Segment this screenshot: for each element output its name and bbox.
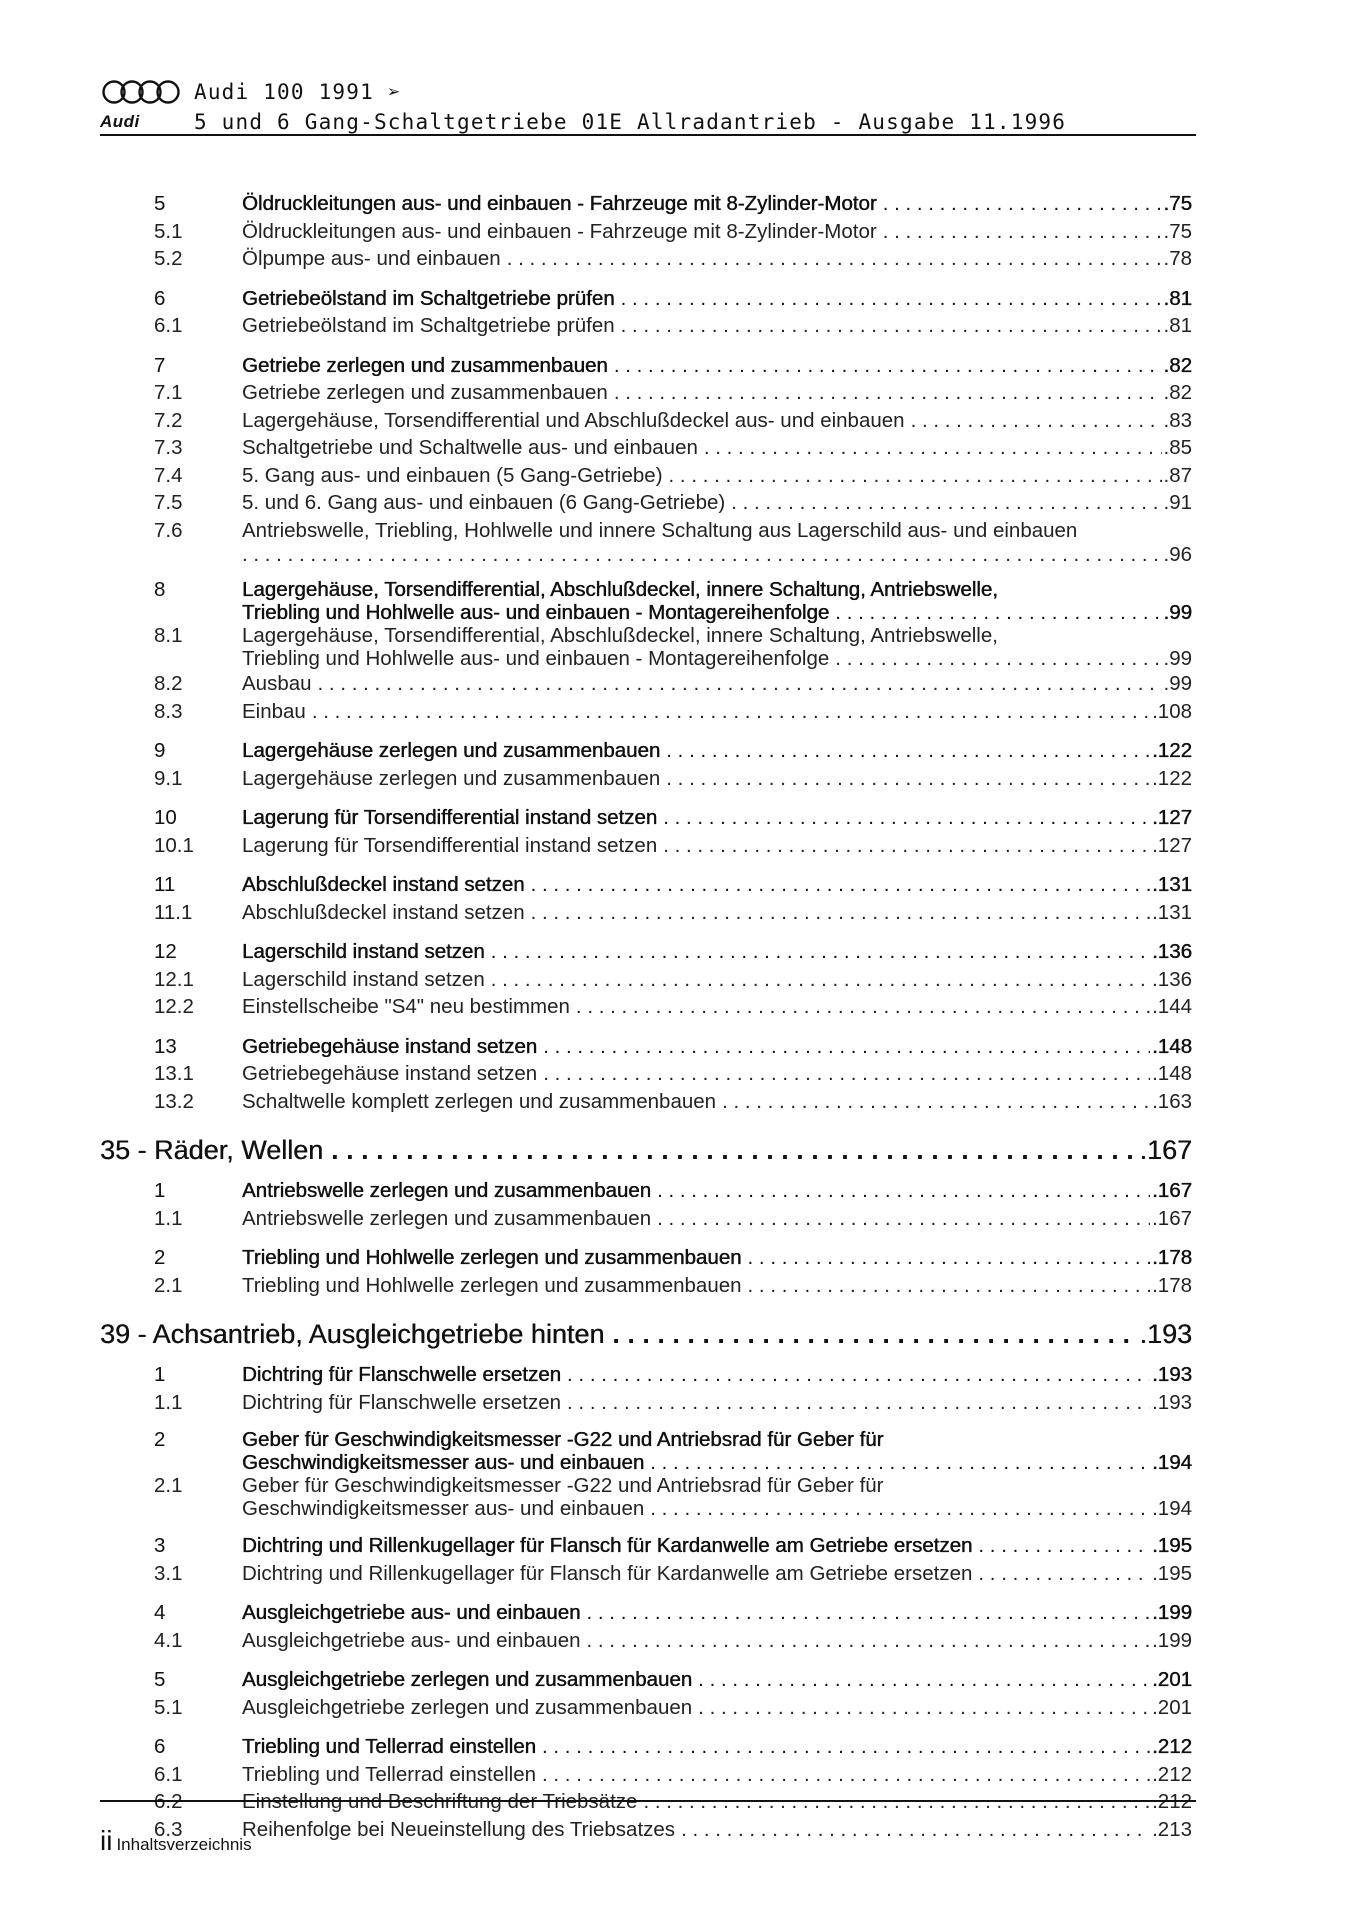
leader-dots xyxy=(748,1244,1151,1272)
entry-page: .194 xyxy=(1152,1497,1192,1520)
header-rule xyxy=(100,134,1196,136)
entry-page: .201 xyxy=(1152,1668,1192,1691)
leader-dots xyxy=(242,544,1162,566)
leader-dots xyxy=(650,1452,1150,1474)
leader-dots xyxy=(543,1033,1150,1061)
entry-title: Lagerschild instand setzen xyxy=(242,940,485,963)
leader-dots xyxy=(331,1133,1135,1167)
toc-heading-line[interactable] xyxy=(100,578,1192,602)
footer-rule xyxy=(100,1800,1196,1802)
entry-title: Abschlußdeckel instand setzen xyxy=(242,900,525,924)
entry-title: Geschwindigkeitsmesser aus- und einbauen xyxy=(242,1497,645,1520)
toc-entry[interactable] xyxy=(100,1060,1192,1088)
toc-entry[interactable] xyxy=(100,434,1192,462)
toc-section-group xyxy=(100,1244,1192,1299)
leader-dots xyxy=(748,1272,1151,1300)
leader-dots xyxy=(722,1088,1150,1116)
entry-title: Einstellscheibe "S4" neu bestimmen xyxy=(242,995,570,1018)
entry-number: 6.1 xyxy=(154,314,183,337)
entry-number: 12.2 xyxy=(154,995,194,1018)
entry-number: 2 xyxy=(154,1428,166,1451)
entry-number: 2.1 xyxy=(154,1474,183,1497)
toc-heading-entry[interactable] xyxy=(100,285,1192,313)
toc-entry[interactable] xyxy=(100,966,1192,994)
entry-page: .82 xyxy=(1163,353,1192,377)
entry-number: 6.3 xyxy=(154,1817,183,1841)
leader-dots xyxy=(567,1361,1150,1389)
entry-page: .78 xyxy=(1163,247,1192,270)
toc-entry[interactable] xyxy=(100,407,1192,435)
entry-number: 4.1 xyxy=(154,1628,183,1652)
entry-title-line1: Geber für Geschwindigkeitsmesser -G22 und Antriebsrad für Geber für xyxy=(242,1474,884,1497)
entry-page: .195 xyxy=(1152,1561,1192,1585)
page-header xyxy=(100,78,1196,136)
toc-entry[interactable] xyxy=(100,648,1192,670)
toc-heading-entry[interactable] xyxy=(100,1733,1192,1761)
entry-page: .122 xyxy=(1152,766,1192,790)
entry-number: 5.1 xyxy=(154,1695,183,1719)
entry-page: .212 xyxy=(1152,1762,1192,1786)
chapter-page: .193 xyxy=(1139,1319,1192,1349)
chapter-page: .167 xyxy=(1139,1135,1192,1165)
entry-title: Ausgleichgetriebe aus- und einbauen xyxy=(242,1601,581,1624)
entry-page: .178 xyxy=(1152,1273,1192,1297)
entry-number: 1.1 xyxy=(154,1206,183,1230)
entry-page: .213 xyxy=(1152,1817,1192,1841)
leader-dots xyxy=(542,1733,1150,1761)
chapter-heading[interactable] xyxy=(100,1317,1192,1351)
toc-entry-line[interactable] xyxy=(100,517,1192,545)
entry-title: Schaltwelle komplett zerlegen und zusammenbauen xyxy=(242,1089,717,1113)
entry-page: .83 xyxy=(1163,408,1192,432)
toc-heading-line[interactable] xyxy=(100,1428,1192,1452)
leader-dots xyxy=(650,1498,1150,1520)
leader-dots xyxy=(698,1694,1150,1722)
entry-page: .199 xyxy=(1152,1601,1192,1624)
entry-number: 5 xyxy=(154,1668,166,1691)
entry-page: .212 xyxy=(1152,1735,1192,1758)
entry-number: 1 xyxy=(154,1179,166,1202)
toc-heading-entry[interactable] xyxy=(100,352,1192,380)
entry-title: Öldruckleitungen aus- und einbauen - Fahrzeuge mit 8-Zylinder-Motor xyxy=(242,192,877,215)
entry-page: .85 xyxy=(1163,436,1192,459)
entry-number: 3 xyxy=(154,1534,166,1557)
toc-entry[interactable] xyxy=(100,489,1192,517)
chapter-title: 39 - Achsantrieb, Ausgleichgetriebe hinten xyxy=(100,1319,605,1349)
header-subtitle: 5 und 6 Gang-Schaltgetriebe 01E Allradantrieb - Ausgabe 11.1996 xyxy=(194,110,1067,134)
entry-page: .127 xyxy=(1152,806,1192,829)
toc-entry[interactable] xyxy=(100,312,1192,340)
entry-title: Getriebe zerlegen und zusammenbauen xyxy=(242,353,608,377)
entry-title: Getriebegehäuse instand setzen xyxy=(242,1062,538,1085)
toc-entry[interactable] xyxy=(100,993,1192,1021)
leader-dots xyxy=(669,462,1162,490)
entry-title: Ausgleichgetriebe zerlegen und zusammenbauen xyxy=(242,1695,693,1719)
leader-dots xyxy=(883,218,1162,246)
entry-title: Triebling und Tellerrad einstellen xyxy=(242,1735,537,1758)
entry-number: 1.1 xyxy=(154,1390,183,1414)
chapter-title: 35 - Räder, Wellen xyxy=(100,1135,324,1165)
leader-dots xyxy=(657,1177,1150,1205)
leader-dots xyxy=(531,871,1150,899)
toc-entry[interactable] xyxy=(100,832,1192,860)
entry-title: Lagergehäuse, Torsendifferential und Abschlußdeckel aus- und einbauen xyxy=(242,408,905,432)
toc-section-group xyxy=(100,1733,1192,1843)
entry-page: .127 xyxy=(1152,833,1192,857)
entry-page: .99 xyxy=(1163,647,1192,670)
chapter-heading[interactable] xyxy=(100,1133,1192,1167)
toc-entry[interactable] xyxy=(100,218,1192,246)
leader-dots xyxy=(657,1205,1150,1233)
entry-number: 11 xyxy=(154,873,176,896)
toc-heading-entry[interactable] xyxy=(100,1599,1192,1627)
leader-dots xyxy=(587,1627,1151,1655)
entry-page: .91 xyxy=(1163,491,1192,514)
entry-number: 7.6 xyxy=(154,518,183,542)
entry-page: .194 xyxy=(1152,1451,1192,1474)
entry-page: .81 xyxy=(1163,314,1192,337)
toc-entry[interactable] xyxy=(100,899,1192,927)
toc-entry[interactable] xyxy=(100,698,1192,726)
leader-dots xyxy=(576,993,1150,1021)
toc-entry[interactable] xyxy=(100,1816,1192,1844)
entry-number: 2.1 xyxy=(154,1273,183,1297)
entry-title: 5. und 6. Gang aus- und einbauen (6 Gang-Getriebe) xyxy=(242,491,726,514)
toc-heading-entry[interactable] xyxy=(100,938,1192,966)
entry-title: Getriebeölstand im Schaltgetriebe prüfen xyxy=(242,314,615,337)
entry-title: Einbau xyxy=(242,699,306,723)
entry-number: 13.1 xyxy=(154,1062,194,1085)
leader-dots xyxy=(663,804,1150,832)
toc-section-group xyxy=(100,190,1192,273)
toc-heading-entry[interactable] xyxy=(100,804,1192,832)
page-footer xyxy=(100,1825,252,1857)
entry-title: Öldruckleitungen aus- und einbauen - Fahrzeuge mit 8-Zylinder-Motor xyxy=(242,219,877,243)
entry-title: Dichtring für Flanschwelle ersetzen xyxy=(242,1363,562,1386)
leader-dots xyxy=(318,670,1162,698)
entry-title: Antriebswelle, Triebling, Hohlwelle und innere Schaltung aus Lagerschild aus- und einbauen xyxy=(242,518,1078,542)
entry-title: Triebling und Tellerrad einstellen xyxy=(242,1762,537,1786)
toc-entry-line[interactable] xyxy=(100,1474,1192,1498)
entry-number: 11.1 xyxy=(154,900,193,924)
leader-dots xyxy=(835,648,1161,670)
entry-title: Triebling und Hohlwelle aus- und einbauen - Montagereihenfolge xyxy=(242,601,830,624)
entry-number: 6 xyxy=(154,286,166,310)
toc-entry[interactable] xyxy=(100,1272,1192,1300)
entry-title: Reihenfolge bei Neueinstellung des Triebsatzes xyxy=(242,1817,676,1841)
entry-page: .75 xyxy=(1163,192,1192,215)
entry-page: .99 xyxy=(1163,672,1192,695)
toc-section-group xyxy=(100,1033,1192,1116)
entry-number: 9 xyxy=(154,739,166,762)
audi-rings-logo xyxy=(100,79,184,105)
entry-page: .163 xyxy=(1152,1089,1192,1113)
entry-number: 10 xyxy=(154,806,177,829)
entry-title-line1: Lagergehäuse, Torsendifferential, Abschlußdeckel, innere Schaltung, Antriebswelle, xyxy=(242,578,998,601)
toc-entry[interactable] xyxy=(100,1088,1192,1116)
toc-entry[interactable] xyxy=(100,544,1192,566)
entry-page: .87 xyxy=(1163,463,1192,487)
entry-page: .201 xyxy=(1152,1695,1192,1719)
leader-dots xyxy=(612,1317,1135,1351)
entry-title: Getriebe zerlegen und zusammenbauen xyxy=(242,381,608,404)
entry-number: 13.2 xyxy=(154,1089,194,1113)
entry-number: 6.2 xyxy=(154,1790,183,1813)
entry-page: .99 xyxy=(1163,601,1192,624)
entry-title: Dichtring für Flanschwelle ersetzen xyxy=(242,1390,562,1414)
leader-dots xyxy=(621,285,1162,313)
entry-number: 7 xyxy=(154,353,166,377)
entry-number: 10.1 xyxy=(154,833,194,857)
leader-dots xyxy=(542,1761,1150,1789)
footer-page-number: ii xyxy=(100,1825,113,1856)
entry-number: 5.1 xyxy=(154,219,183,243)
leader-dots xyxy=(312,698,1150,726)
entry-page: .81 xyxy=(1163,286,1192,310)
entry-title: Einstellung und Beschriftung der Triebsätze xyxy=(242,1790,638,1813)
toc-entry[interactable] xyxy=(100,1560,1192,1588)
toc-heading-entry[interactable] xyxy=(100,1532,1192,1560)
leader-dots xyxy=(614,379,1162,407)
toc-section-group xyxy=(100,938,1192,1021)
toc-section-group xyxy=(100,1428,1192,1520)
entry-page: .178 xyxy=(1152,1246,1192,1269)
entry-number: 4 xyxy=(154,1601,166,1624)
toc-entry-line[interactable] xyxy=(100,624,1192,648)
entry-number: 8 xyxy=(154,578,166,601)
entry-title: Lagerung für Torsendifferential instand setzen xyxy=(242,833,658,857)
entry-number: 1 xyxy=(154,1363,166,1386)
leader-dots xyxy=(666,765,1150,793)
entry-page: .75 xyxy=(1163,219,1192,243)
leader-dots xyxy=(704,434,1162,462)
leader-dots xyxy=(491,966,1150,994)
leader-dots xyxy=(731,489,1161,517)
toc-heading-entry[interactable] xyxy=(100,871,1192,899)
toc-heading-entry[interactable] xyxy=(100,1033,1192,1061)
entry-number: 5 xyxy=(154,192,166,215)
toc-section-group xyxy=(100,1599,1192,1654)
entry-title: Ölpumpe aus- und einbauen xyxy=(242,247,501,270)
toc-heading-entry[interactable] xyxy=(100,1361,1192,1389)
entry-number: 7.1 xyxy=(154,381,183,404)
table-of-contents xyxy=(100,190,1192,1855)
entry-title: Abschlußdeckel instand setzen xyxy=(242,873,525,896)
entry-title: Lagergehäuse zerlegen und zusammenbauen xyxy=(242,739,661,762)
toc-section-group xyxy=(100,804,1192,859)
entry-number: 8.1 xyxy=(154,624,183,647)
leader-dots xyxy=(531,899,1150,927)
toc-entry[interactable] xyxy=(100,245,1192,273)
entry-page: .108 xyxy=(1152,699,1192,723)
toc-entry[interactable] xyxy=(100,1498,1192,1520)
leader-dots xyxy=(491,938,1150,966)
toc-entry[interactable] xyxy=(100,1205,1192,1233)
entry-title: Dichtring und Rillenkugellager für Flansch für Kardanwelle am Getriebe ersetzen xyxy=(242,1534,973,1557)
entry-number: 5.2 xyxy=(154,247,183,270)
entry-number: 7.5 xyxy=(154,491,183,514)
entry-page: .193 xyxy=(1152,1363,1192,1386)
toc-section-group xyxy=(100,285,1192,340)
entry-title: Schaltgetriebe und Schaltwelle aus- und einbauen xyxy=(242,436,698,459)
toc-entry[interactable] xyxy=(100,379,1192,407)
toc-heading-entry[interactable] xyxy=(100,1177,1192,1205)
toc-entry[interactable] xyxy=(100,670,1192,698)
leader-dots xyxy=(621,312,1162,340)
entry-number: 12.1 xyxy=(154,967,194,991)
entry-page: .96 xyxy=(1163,543,1192,566)
entry-title: Antriebswelle zerlegen und zusammenbauen xyxy=(242,1179,652,1202)
toc-section-group xyxy=(100,737,1192,792)
entry-page: .195 xyxy=(1152,1534,1192,1557)
entry-page: .167 xyxy=(1152,1179,1192,1202)
entry-page: .122 xyxy=(1152,739,1192,762)
entry-title: Ausgleichgetriebe aus- und einbauen xyxy=(242,1628,581,1652)
entry-page: .199 xyxy=(1152,1628,1192,1652)
toc-section-group xyxy=(100,352,1192,567)
leader-dots xyxy=(543,1060,1150,1088)
leader-dots xyxy=(911,407,1162,435)
entry-title: Lagerschild instand setzen xyxy=(242,967,485,991)
toc-heading-entry[interactable] xyxy=(100,1452,1192,1474)
leader-dots xyxy=(567,1389,1150,1417)
entry-title: 5. Gang aus- und einbauen (5 Gang-Getriebe) xyxy=(242,463,663,487)
entry-page: .193 xyxy=(1152,1390,1192,1414)
toc-section-group xyxy=(100,1532,1192,1587)
entry-page: .131 xyxy=(1152,900,1192,924)
toc-section-group xyxy=(100,871,1192,926)
entry-page: .148 xyxy=(1152,1062,1192,1085)
entry-title: Lagerung für Torsendifferential instand setzen xyxy=(242,806,658,829)
entry-page: .136 xyxy=(1152,940,1192,963)
toc-section-group xyxy=(100,1666,1192,1721)
leader-dots xyxy=(681,1816,1150,1844)
toc-heading-entry[interactable] xyxy=(100,737,1192,765)
entry-page: .148 xyxy=(1152,1034,1192,1058)
entry-title: Ausgleichgetriebe zerlegen und zusammenbauen xyxy=(242,1668,693,1691)
entry-title: Ausbau xyxy=(242,672,312,695)
entry-number: 6 xyxy=(154,1735,166,1758)
entry-title-line1: Geber für Geschwindigkeitsmesser -G22 und Antriebsrad für Geber für xyxy=(242,1428,884,1451)
toc-heading-entry[interactable] xyxy=(100,1244,1192,1272)
toc-entry[interactable] xyxy=(100,1627,1192,1655)
toc-entry[interactable] xyxy=(100,1761,1192,1789)
entry-page: .131 xyxy=(1152,873,1192,896)
toc-entry[interactable] xyxy=(100,765,1192,793)
entry-number: 13 xyxy=(154,1034,177,1058)
entry-number: 9.1 xyxy=(154,766,183,790)
entry-title: Geschwindigkeitsmesser aus- und einbauen xyxy=(242,1451,645,1474)
entry-title: Triebling und Hohlwelle zerlegen und zusammenbauen xyxy=(242,1273,742,1297)
entry-number: 7.4 xyxy=(154,463,183,487)
toc-section-group xyxy=(100,578,1192,725)
audi-brand-wordmark: Audi xyxy=(100,112,140,131)
entry-title: Antriebswelle zerlegen und zusammenbauen xyxy=(242,1206,652,1230)
entry-page: .144 xyxy=(1152,995,1192,1018)
toc-section-group xyxy=(100,1177,1192,1232)
toc-entry[interactable] xyxy=(100,1694,1192,1722)
leader-dots xyxy=(507,245,1162,273)
entry-title: Triebling und Hohlwelle aus- und einbauen - Montagereihenfolge xyxy=(242,647,830,670)
toc-heading-entry[interactable] xyxy=(100,602,1192,624)
entry-number: 8.3 xyxy=(154,699,183,723)
entry-number: 12 xyxy=(154,940,177,963)
leader-dots xyxy=(666,737,1150,765)
toc-entry[interactable] xyxy=(100,1389,1192,1417)
entry-number: 7.2 xyxy=(154,408,183,432)
entry-title: Triebling und Hohlwelle zerlegen und zusammenbauen xyxy=(242,1246,742,1269)
entry-title: Lagergehäuse zerlegen und zusammenbauen xyxy=(242,766,661,790)
leader-dots xyxy=(663,832,1150,860)
leader-dots xyxy=(978,1560,1150,1588)
header-vehicle-title: Audi 100 1991 ➢ xyxy=(194,80,402,104)
leader-dots xyxy=(978,1532,1150,1560)
entry-page: .212 xyxy=(1152,1790,1192,1813)
entry-number: 8.2 xyxy=(154,672,183,695)
toc-heading-entry[interactable] xyxy=(100,1666,1192,1694)
entry-number: 7.3 xyxy=(154,436,183,459)
entry-number: 3.1 xyxy=(154,1561,183,1585)
entry-page: .167 xyxy=(1152,1206,1192,1230)
footer-label: Inhaltsverzeichnis xyxy=(116,1835,252,1854)
entry-number: 6.1 xyxy=(154,1762,183,1786)
entry-title: Dichtring und Rillenkugellager für Flansch für Kardanwelle am Getriebe ersetzen xyxy=(242,1561,973,1585)
leader-dots xyxy=(698,1666,1150,1694)
toc-section-group xyxy=(100,1361,1192,1416)
entry-number: 2 xyxy=(154,1246,166,1269)
entry-title-line1: Lagergehäuse, Torsendifferential, Abschlußdeckel, innere Schaltung, Antriebswelle, xyxy=(242,624,998,647)
leader-dots xyxy=(835,602,1161,624)
entry-title: Getriebegehäuse instand setzen xyxy=(242,1034,538,1058)
leader-dots xyxy=(587,1599,1151,1627)
toc-heading-entry[interactable] xyxy=(100,190,1192,218)
leader-dots xyxy=(883,190,1162,218)
toc-entry[interactable] xyxy=(100,462,1192,490)
entry-title: Getriebeölstand im Schaltgetriebe prüfen xyxy=(242,286,615,310)
entry-page: .82 xyxy=(1163,381,1192,404)
entry-page: .136 xyxy=(1152,967,1192,991)
leader-dots xyxy=(614,352,1162,380)
